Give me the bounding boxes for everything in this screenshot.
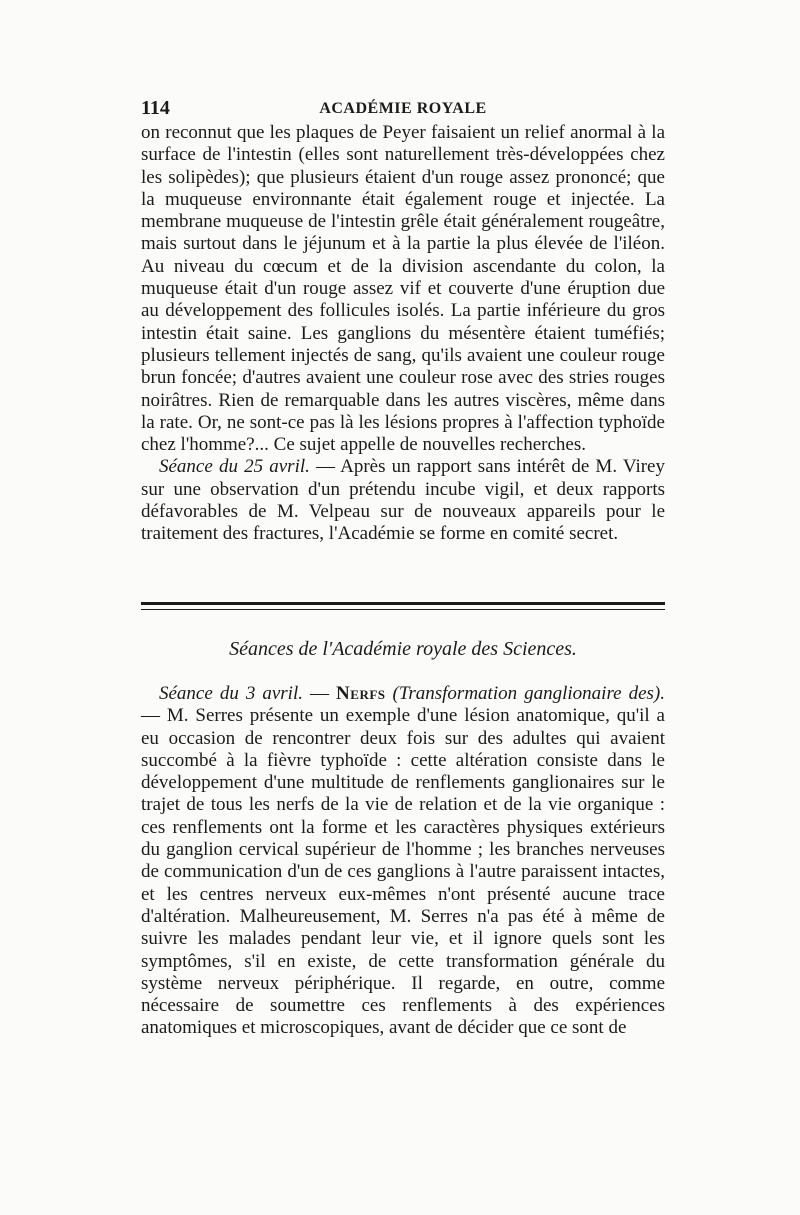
- paragraph-dissection: on reconnut que les plaques de Peyer faisaient un relief anormal à la surface de l'intestin (elles sont naturellement très-développées chez les solipèdes); que plusieurs étaient d'un rouge assez prononcé; que la muqueuse environnante était également rouge et injectée. La membrane muqueuse de l'intestin grêle était généralement rougeâtre, mais surtout dans le jéjunum et à la partie la plus élevée de l'iléon. Au niveau du cœcum et de la division ascendante du colon, la muqueuse était d'un rouge assez vif et couverte d'une éruption due au développement des follicules isolés. La partie inférieure du gros intestin était saine. Les ganglions du mésentère étaient tuméfiés; plusieurs tellement injectés de sang, qu'ils avaient une couleur rouge brun foncée; d'autres avaient une couleur rose avec des stries rouges noirâtres. Rien de remarquable dans les autres viscères, même dans la rate. Or, ne sont-ce pas là les lésions propres à l'affection typhoïde chez l'homme?... Ce sujet appelle de nouvelles recherches.: [141, 122, 665, 456]
- paragraph-seance-3-avril: [141, 683, 665, 1040]
- page-header: [141, 97, 665, 125]
- topic-heading: Nerfs: [336, 683, 386, 704]
- text-block-top: [141, 122, 665, 546]
- text-block-bottom: [141, 683, 665, 1040]
- running-title: ACADÉMIE ROYALE: [319, 100, 487, 117]
- topic-subtitle: (Transformation ganglionaire des).: [385, 683, 666, 704]
- section-divider: [141, 602, 665, 610]
- paragraph-body: — M. Serres présente un exemple d'une lésion anatomique, qu'il a eu occasion de rencontrer deux fois sur des adultes qui avaient succombé à la fièvre typhoïde : cette altération consiste dans le développement d'une multitude de renflements ganglionaires sur le trajet de tous les nerfs de la vie de relation et de la vie organique : ces renflements ont la forme et les caractères physiques extérieurs du ganglion cervical supérieur de l'homme ; les branches nerveuses de communication d'un de ces ganglions à l'autre paraissent intactes, et les centres nerveux eux-mêmes n'ont présenté aucune trace d'altération. Malheureusement, M. Serres n'a pas été à même de suivre les malades pendant leur vie, et il ignore quels sont les symptômes, s'il en existe, de cette transformation générale du système nerveux périphérique. Il regarde, en outre, comme nécessaire de soumettre ces renflements à des expériences anatomiques et microscopiques, avant de décider que ce sont de: [141, 705, 665, 1039]
- divider-thin-rule: [141, 609, 665, 610]
- seance-text: — Après un rapport sans intérêt de M. Virey sur une observation d'un prétendu incube vigil, et deux rapports défavorables de M. Velpeau sur de nouveaux appareils pour le traitement des fractures, l'Académie se forme en comité secret.: [141, 456, 665, 545]
- page-number: 114: [141, 97, 170, 119]
- dash: —: [303, 683, 337, 704]
- seance-date: Séance du 25 avril.: [159, 456, 310, 478]
- divider-thick-rule: [141, 602, 665, 605]
- paragraph-seance-25-avril: [141, 456, 665, 545]
- seance-date: Séance du 3 avril.: [159, 683, 303, 704]
- section-heading: Séances de l'Académie royale des Sciences.: [229, 638, 577, 660]
